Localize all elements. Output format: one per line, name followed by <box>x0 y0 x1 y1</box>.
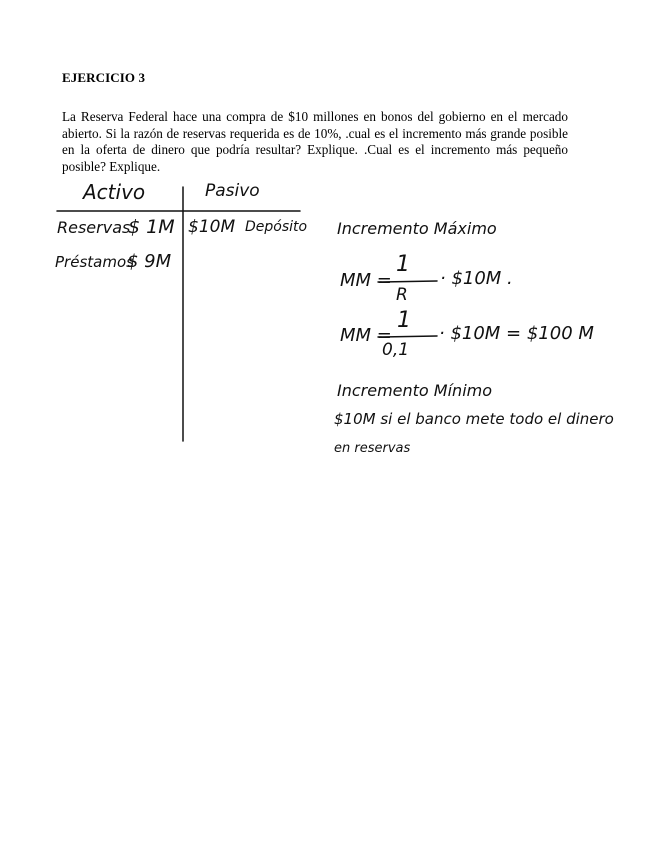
formula-2-denominator: 0,1 <box>382 340 410 360</box>
asset-row-reserves-label: Reservas <box>57 218 131 237</box>
liabilities-header: Pasivo <box>205 181 260 201</box>
min-increase-line-1: $10M si el banco mete todo el dinero <box>334 410 614 428</box>
asset-row-loans-amount: $ 9M <box>127 251 172 272</box>
asset-row-reserves-amount: $ 1M <box>128 216 175 238</box>
liability-row-deposit-amount: $10M <box>188 217 236 237</box>
formula-1-rhs: · $10M . <box>440 268 513 289</box>
liability-row-deposit-label: Depósito <box>245 219 308 235</box>
formula-1-denominator: R <box>396 285 408 305</box>
formula-2-rhs: · $10M = $100 M <box>439 323 594 344</box>
min-increase-heading: Incremento Mínimo <box>337 381 493 400</box>
formula-2-numerator: 1 <box>397 308 411 333</box>
max-increase-heading: Incremento Máximo <box>337 219 497 238</box>
formula-2-lhs: MM = <box>340 325 392 346</box>
asset-row-loans-label: Préstamos <box>55 253 134 271</box>
exercise-statement: La Reserva Federal hace una compra de $10 millones en bonos del gobierno en el mercado abierto. Si la razón de reservas requerida es de 10%, .cual es el incremento más grande posible en la oferta de dinero que podría resultar? Explique. .Cual es el incremento más pequeño posible? Explique. <box>62 109 568 174</box>
formula-1-numerator: 1 <box>396 252 410 277</box>
assets-header: Activo <box>83 180 146 204</box>
exercise-title: EJERCICIO 3 <box>62 70 146 85</box>
min-increase-line-2: en reservas <box>334 441 411 456</box>
formula-1-lhs: MM = <box>340 270 392 291</box>
